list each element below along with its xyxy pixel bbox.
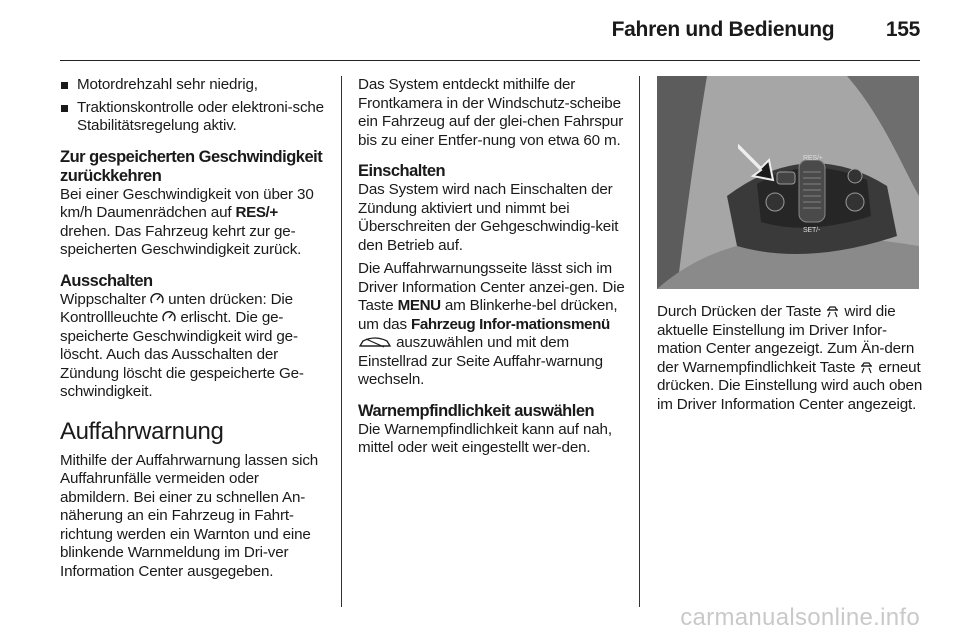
list-item: Motordrehzahl sehr niedrig, — [60, 76, 326, 95]
column-right — [657, 76, 923, 419]
paragraph-collision-warning: Mithilfe der Auffahrwarnung lassen sich Auffahrunfälle vermeiden oder abmildern. Bei einer zu schnellen An-näherung an ein Fahrzeug in Fahrt-richtung werden ein Warnton und eine blinkende Warnmeldung im Dri-ver Information Center ausgegeben. — [60, 451, 319, 580]
paragraph-switch-on: Das System wird nach Einschalten der Zündung aktiviert und nimmt bei Überschreiten der Gehgeschwindig-keit den Betrieb auf. — [358, 181, 619, 254]
list-item: Traktionskontrolle oder elektroni-sche Stabilitätsregelung aktiv. — [60, 99, 326, 136]
cruise-control-icon — [150, 292, 164, 306]
collision-warning-icon — [825, 304, 840, 318]
paragraph-switch-off: Wippschalter unten drücken: Die Kontrollleuchte erlischt. Die ge-speicherte Geschwindigkeit wird ge-löscht. Auch das Ausschalten der Zündung löscht die gespeicherte Ge-schwindigkeit. — [60, 290, 304, 400]
condition-list — [60, 76, 326, 136]
cruise-control-icon — [162, 310, 176, 324]
car-info-icon — [358, 335, 392, 349]
steering-wheel-photo — [657, 76, 919, 289]
collision-warning-icon — [859, 360, 874, 374]
paragraph-camera: Das System entdeckt mithilfe der Frontkamera in der Windschutz-scheibe ein Fahrzeug auf der glei-chen Fahrspur bis zu einer Entfer-nung von etwa 60 m. — [358, 76, 624, 149]
column-left — [60, 76, 326, 586]
paragraph-dic: Die Auffahrwarnungsseite lässt sich im Driver Information Center anzei-gen. Die Taste MENU am Blinkerhe-bel drücken, um das Fahrzeug Infor-mationsmenü auszuwählen und mit dem Einstellrad zur Seite Auffahr-warnung wechseln. — [358, 260, 625, 388]
page-title: Fahren und Bedienung — [611, 18, 835, 41]
heading-sensitivity: Warnempfindlichkeit auswählen — [358, 401, 595, 420]
heading-switch-on: Einschalten — [358, 162, 446, 180]
header-rule — [60, 60, 920, 61]
paragraph-sensitivity-button: Durch Drücken der Taste wird die aktuelle Einstellung im Driver Infor-mation Center angezeigt. Zum Än-dern der Warnempfindlichkeit Taste erneut drücken. Die Einstellung wird auch oben im Driver Information Center angezeigt. — [657, 303, 923, 413]
heading-resume-speed: Zur gespeicherten Geschwindigkeit zurückkehren — [60, 147, 323, 185]
column-divider — [341, 76, 342, 607]
wheel-label-set: SET/- — [803, 227, 821, 234]
page-header — [60, 18, 920, 46]
watermark: carmanualsonline.info — [680, 604, 920, 631]
paragraph-resume-speed: Bei einer Geschwindigkeit von über 30 km/h Daumenrädchen auf RES/+ drehen. Das Fahrzeug kehrt zur ge-speicherten Geschwindigkeit zurück. — [60, 185, 314, 258]
page-number: 155 — [885, 18, 920, 41]
wheel-label-res: RES/+ — [803, 155, 823, 162]
heading-collision-warning: Auffahrwarnung — [60, 417, 224, 445]
paragraph-sensitivity: Die Warnempfindlichkeit kann auf nah, mittel oder weit eingestellt wer-den. — [358, 420, 612, 456]
column-middle — [358, 76, 626, 463]
column-divider — [639, 76, 640, 607]
heading-switch-off: Ausschalten — [60, 271, 153, 290]
